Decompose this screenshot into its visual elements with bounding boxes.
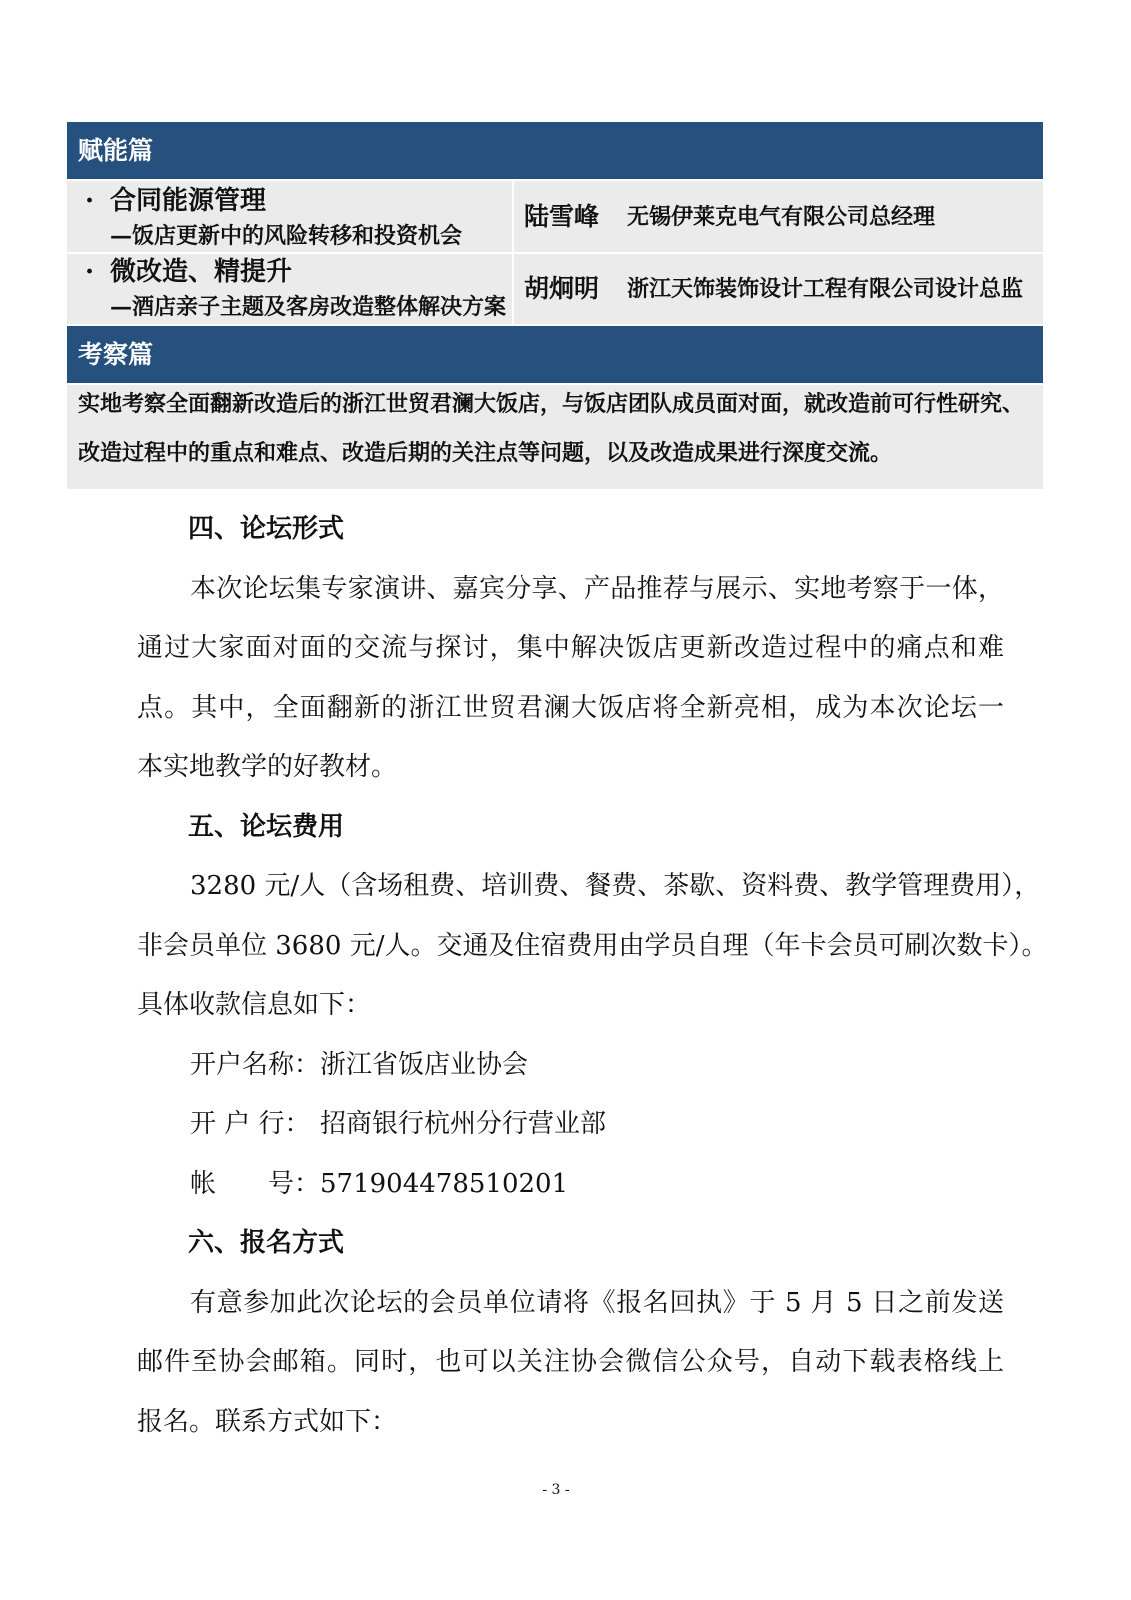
section-heading-forum-format: 四、论坛形式 [188, 514, 345, 544]
description-line: 实地考察全面翻新改造后的浙江世贸君澜大饭店，与饭店团队成员面对面，就改造前可行性研究、 [78, 391, 1025, 417]
account-number-label: 帐 号： [190, 1168, 321, 1199]
topic-cell [67, 254, 512, 324]
account-name-line [0, 1036, 1131, 1096]
paragraph-line: 非会员单位 3680 元/人。交通及住宿费用由学员自理（年卡会员可刷次数卡）。 [137, 930, 1048, 961]
paragraph-line: 点。其中，全面翻新的浙江世贸君澜大饭店将全新亮相，成为本次论坛一 [137, 692, 1004, 723]
paragraph-line: 有意参加此次论坛的会员单位请将《报名回执》于 5 月 5 日之前发送 [190, 1287, 1004, 1318]
account-bank-label: 开 户 行： [190, 1109, 311, 1139]
paragraph-line: 本次论坛集专家演讲、嘉宾分享、产品推荐与展示、实地考察于一体， [190, 573, 1004, 604]
bullet-icon: · [85, 257, 95, 287]
account-name-label: 开户名称： [190, 1049, 321, 1080]
speaker-cell [514, 181, 1043, 252]
speaker-cell [514, 254, 1043, 324]
paragraph-line: 通过大家面对面的交流与探讨，集中解决饭店更新改造过程中的痛点和难 [137, 633, 1004, 663]
description-line: 改造过程中的重点和难点、改造后期的关注点等问题，以及改造成果进行深度交流。 [78, 440, 893, 466]
speaker-role: 无锡伊莱克电气有限公司总经理 [627, 203, 936, 230]
paragraph-line: 3280 元/人（含场租费、培训费、餐费、茶歇、资料费、教学管理费用）， [190, 871, 1041, 901]
section-header-empower [67, 122, 1043, 179]
topic-cell [67, 181, 512, 252]
account-number-value: 571904478510201 [320, 1168, 569, 1199]
section-heading-registration: 六、报名方式 [188, 1228, 345, 1258]
speaker-name: 陆雪峰 [524, 201, 600, 231]
account-number-line [0, 1155, 1131, 1215]
paragraph-line: 邮件至协会邮箱。同时，也可以关注协会微信公众号，自动下载表格线上 [137, 1347, 1004, 1377]
speaker-name: 胡炯明 [524, 274, 600, 303]
topic-subtitle: —酒店亲子主题及客房改造整体解决方案 [110, 294, 507, 320]
page-number: - 3 - [542, 1482, 570, 1498]
section-header-inspection [67, 326, 1043, 383]
account-name-value: 浙江省饭店业协会 [320, 1049, 529, 1080]
topic-title: 微改造、精提升 [110, 257, 293, 287]
section-title: 考察篇 [78, 340, 154, 369]
inspection-description [67, 385, 1043, 489]
bullet-icon: · [85, 186, 95, 216]
section-title: 赋能篇 [78, 136, 154, 165]
paragraph-line: 具体收款信息如下： [137, 990, 372, 1020]
account-bank-value: 招商银行杭州分行营业部 [320, 1109, 607, 1139]
account-bank-line [0, 1095, 1131, 1155]
paragraph-line: 本实地教学的好教材。 [137, 752, 398, 782]
section-heading-forum-fee: 五、论坛费用 [188, 811, 345, 842]
body-text [0, 500, 1131, 1452]
speaker-role: 浙江天饰装饰设计工程有限公司设计总监 [627, 276, 1024, 302]
topic-subtitle: —饭店更新中的风险转移和投资机会 [110, 223, 463, 249]
paragraph-line: 报名。联系方式如下： [137, 1406, 398, 1437]
topic-title: 合同能源管理 [110, 186, 267, 216]
